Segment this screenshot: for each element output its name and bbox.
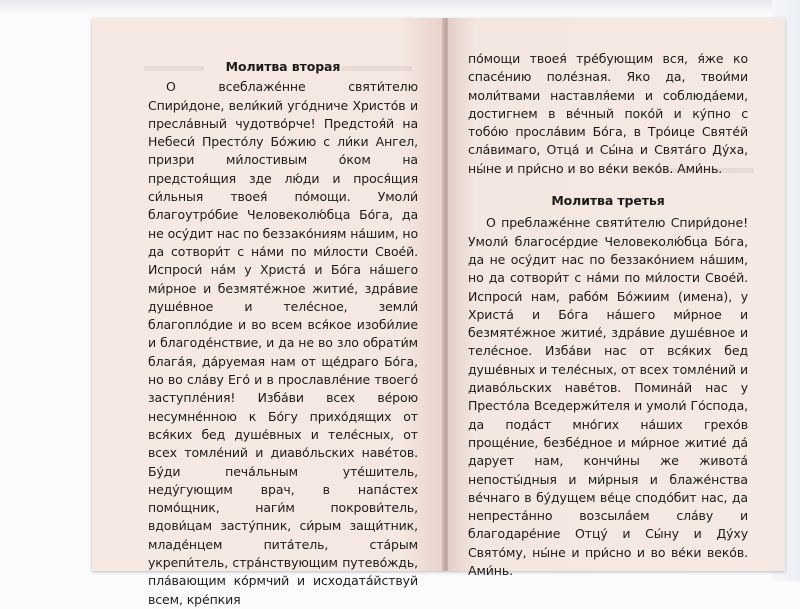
prayer-text-second-continuation: по́мощи твоея́ тре́бующим вся, я́же ко спасе́нию поле́зная. Яко да, твои́ми моли́твами наставля́еми и соблюда́еми, достигнем в ве́чный поко́й и ку́пно с тобо́ю просла́вим Бо́га, в Тро́ице Святе́й сла́вимаго, Отца́ и Сы́на и Свята́го Ду́ха, ны́не и при́сно и во ве́ки веко́в. Ами́нь. <box>468 51 748 176</box>
right-page <box>448 18 785 579</box>
scan-edge-top <box>0 0 800 14</box>
prayer-heading-third: Молитва третья <box>551 193 665 209</box>
prayer-text-second: О всеблаже́нне святи́телю Спири́доне, вели́кий уго́дниче Христо́в и пресла́вный чудотво́рче! Предстоя́й на Небеси́ Престо́лу Бо́жию с ли́ки Ангел, призри ми́лостивым о́ком на предстоя́щия зде лю́ди и прося́щия си́льныя твоея́ по́мощи. Умоли́ благоутро́бие Человеколю́бца Бо́га, да не осу́дит нас по беззако́ниям на́шим, но да сотвори́т с на́ми по ми́лости Свое́й. Испроси́ на́м у Христа́ и Бо́га на́шего ми́рное и безмяте́жное житие́, здра́вие душе́вное и теле́сное, земли́ благопло́дие и во всем вся́кое изоби́лие и благоде́нствие, и да не во зло обрати́м блага́я, да́руемая нам от ще́драго Бо́га, но во сла́ву Его́ и в прославле́ние твоего́ заступле́ния! Изба́ви всех ве́рою несумне́нною к Бо́гу прихо́дящих от вся́ких бед душе́вных и теле́сных, от всех томле́ний и диаво́льских наве́тов. Бу́ди печа́льным уте́шитель, неду́гующим врач, в напа́стех помо́щник, наги́м покрови́тель, вдови́цам засту́пник, си́рым защи́тник, младе́нцем пита́тель, ста́рым укрепи́тель, стра́нствующим путево́ждь, пла́вающим ко́рмчий и исходата́йствуй всем, кре́пкия <box>148 79 418 607</box>
open-book <box>92 18 785 607</box>
left-page <box>92 18 444 607</box>
right-text-column <box>468 50 748 580</box>
prayer-text-third: О преблаже́нне святи́телю Спири́доне! Умоли́ благосе́рдие Человеколю́бца Бо́га, да не осу́дит нас по беззако́нием на́шим, но да сотвори́т с на́ми по ми́лости Свое́й. Испроси́ нам, рабо́м Бо́жиим (имена), у Христа́ и Бо́га на́шего ми́рное и безмяте́жное житие́, здра́вие душе́вное и теле́сное. Изба́ви нас от вся́ких бед душе́вных и теле́сных, от всех томле́ний и диаво́льских наве́тов. Помина́й нас у Престо́ла Вседержи́теля и умоли́ Го́спода, да пода́ст мно́гих на́ших грехо́в проще́ние, безбе́дное и ми́рное житие́ да́ дарует нам, кончи́ны же живота́ непосты́дныя и ми́рныя и блаже́нства ве́чнаго в бу́дущем ве́це сподо́бит нас, да непреста́нно возсыла́ем сла́ву и благодаре́ние Отцу́ и Сы́ну и Ду́ху Свято́му, ны́не и при́сно и во ве́ки веко́в. Ами́нь. <box>468 215 748 579</box>
prayer-heading-second: Молитва вторая <box>225 59 341 74</box>
left-text-column <box>148 58 418 609</box>
